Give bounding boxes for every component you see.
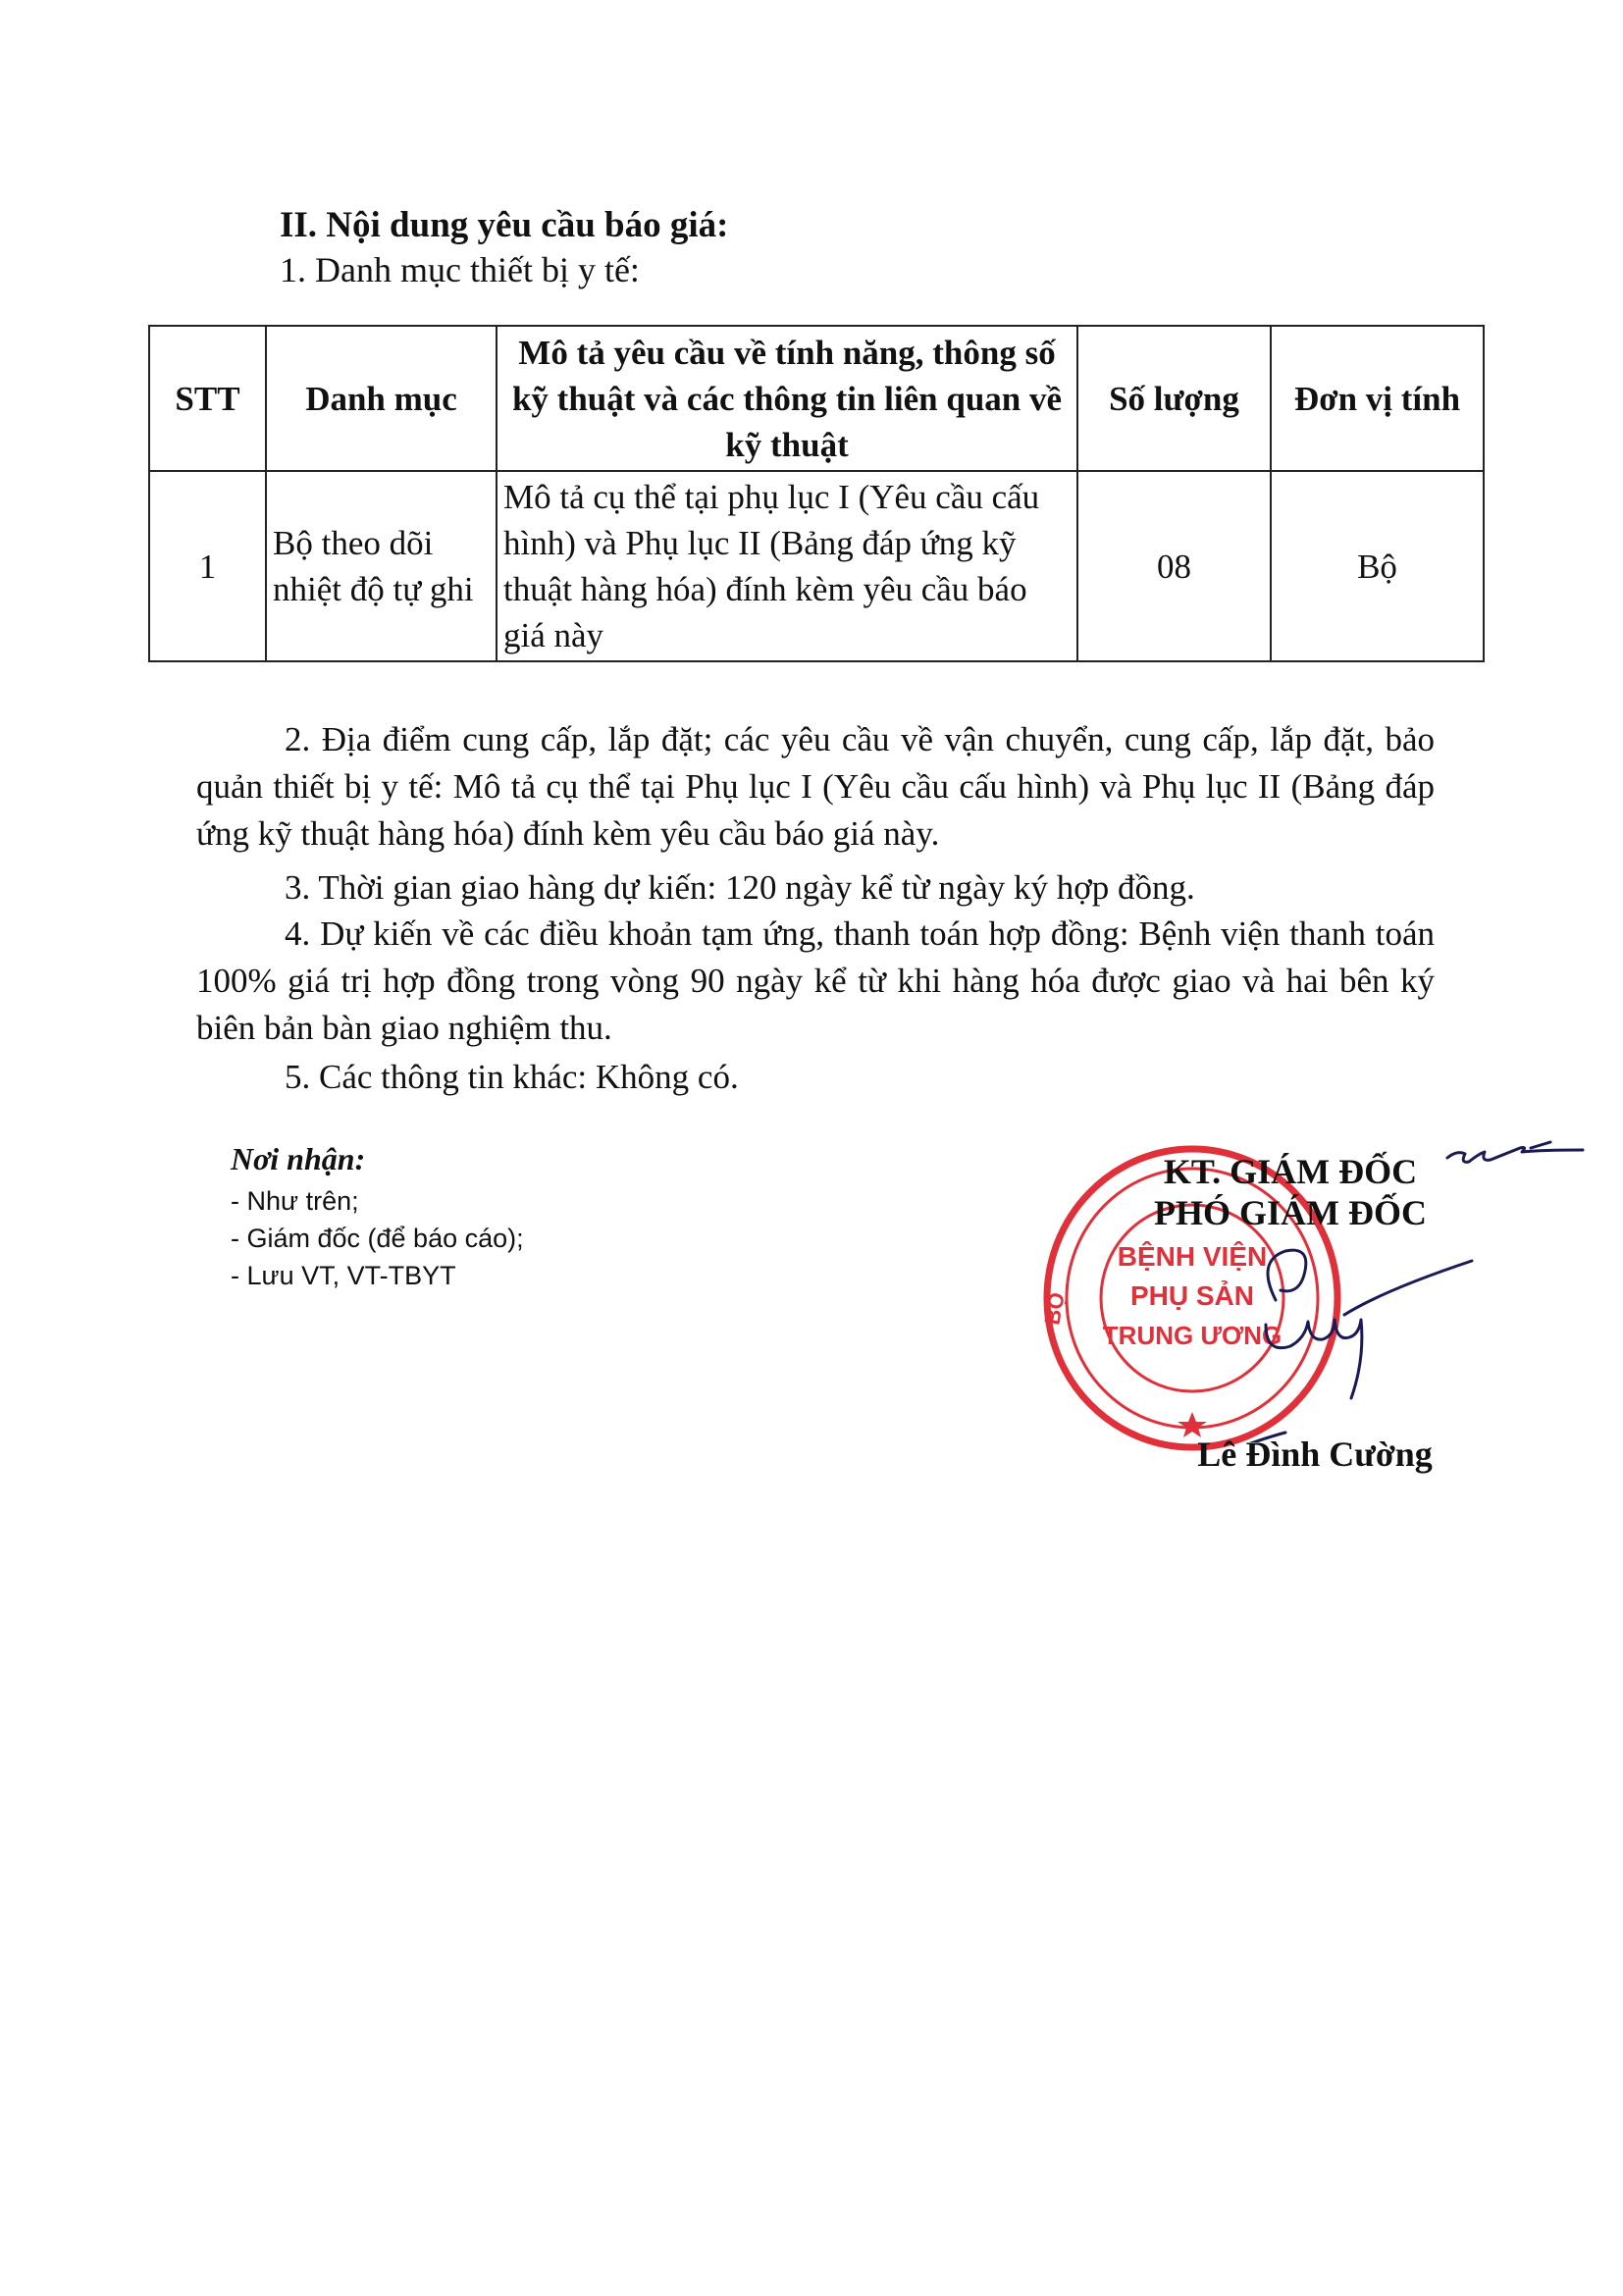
paragraph-payment-terms: 4. Dự kiến về các điều khoản tạm ứng, thanh toán hợp đồng: Bệnh viện thanh toán 100% giá trị hợp đồng trong vòng 90 ngày kể từ khi hàng hóa được giao và hai bên ký biên bản bàn giao nghiệm thu. xyxy=(196,914,1435,1047)
recipients-title: Nơi nhận: xyxy=(231,1141,366,1176)
header-quantity: Số lượng xyxy=(1077,326,1271,471)
signature-title-2: PHÓ GIÁM ĐỐC xyxy=(1154,1193,1427,1232)
header-stt: STT xyxy=(149,326,266,471)
recipient-item: - Như trên; xyxy=(231,1186,359,1216)
handwritten-signature xyxy=(1236,1119,1599,1442)
section-subtitle: 1. Danh mục thiết bị y tế: xyxy=(280,250,640,289)
stamp-line2: PHỤ SẢN xyxy=(1129,1280,1255,1311)
paragraph-delivery-time: 3. Thời gian giao hàng dự kiến: 120 ngày kể từ ngày ký hợp đồng. xyxy=(285,868,1195,907)
cell-category: Bộ theo dõi nhiệt độ tự ghi xyxy=(266,471,497,661)
header-description: Mô tả yêu cầu về tính năng, thông số kỹ thuật và các thông tin liên quan về kỹ thuật xyxy=(497,326,1077,471)
recipient-item: - Giám đốc (để báo cáo); xyxy=(231,1224,524,1253)
stamp-edge-text: BỘ xyxy=(1039,1290,1070,1328)
signature-title-1: KT. GIÁM ĐỐC xyxy=(1163,1152,1418,1191)
stamp-line3: TRUNG ƯƠNG xyxy=(1102,1321,1283,1350)
paragraph-other-info: 5. Các thông tin khác: Không có. xyxy=(285,1058,739,1096)
table-row xyxy=(149,471,1484,661)
header-unit: Đơn vị tính xyxy=(1271,326,1484,471)
recipient-item: - Lưu VT, VT-TBYT xyxy=(231,1261,456,1290)
paragraph-delivery-location: 2. Địa điểm cung cấp, lắp đặt; các yêu cầu về vận chuyển, cung cấp, lắp đặt, bảo quản thiết bị y tế: Mô tả cụ thể tại Phụ lục I (Yêu cầu cấu hình) và Phụ lục II (Bảng đáp ứng kỹ thuật hàng hóa) đính kèm yêu cầu báo giá này. xyxy=(196,720,1435,853)
signer-name: Lê Đình Cường xyxy=(1197,1435,1433,1474)
cell-quantity: 08 xyxy=(1077,471,1271,661)
stamp-line1: BỆNH VIỆN xyxy=(1117,1241,1268,1272)
section-title: II. Nội dung yêu cầu báo giá: xyxy=(280,205,729,245)
table-header-row xyxy=(149,326,1484,471)
cell-unit: Bộ xyxy=(1271,471,1484,661)
equipment-table xyxy=(148,325,1485,662)
cell-stt: 1 xyxy=(149,471,266,661)
cell-description: Mô tả cụ thể tại phụ lục I (Yêu cầu cấu hình) và Phụ lục II (Bảng đáp ứng kỹ thuật hàng hóa) đính kèm yêu cầu báo giá này xyxy=(497,471,1077,661)
header-category: Danh mục xyxy=(266,326,497,471)
